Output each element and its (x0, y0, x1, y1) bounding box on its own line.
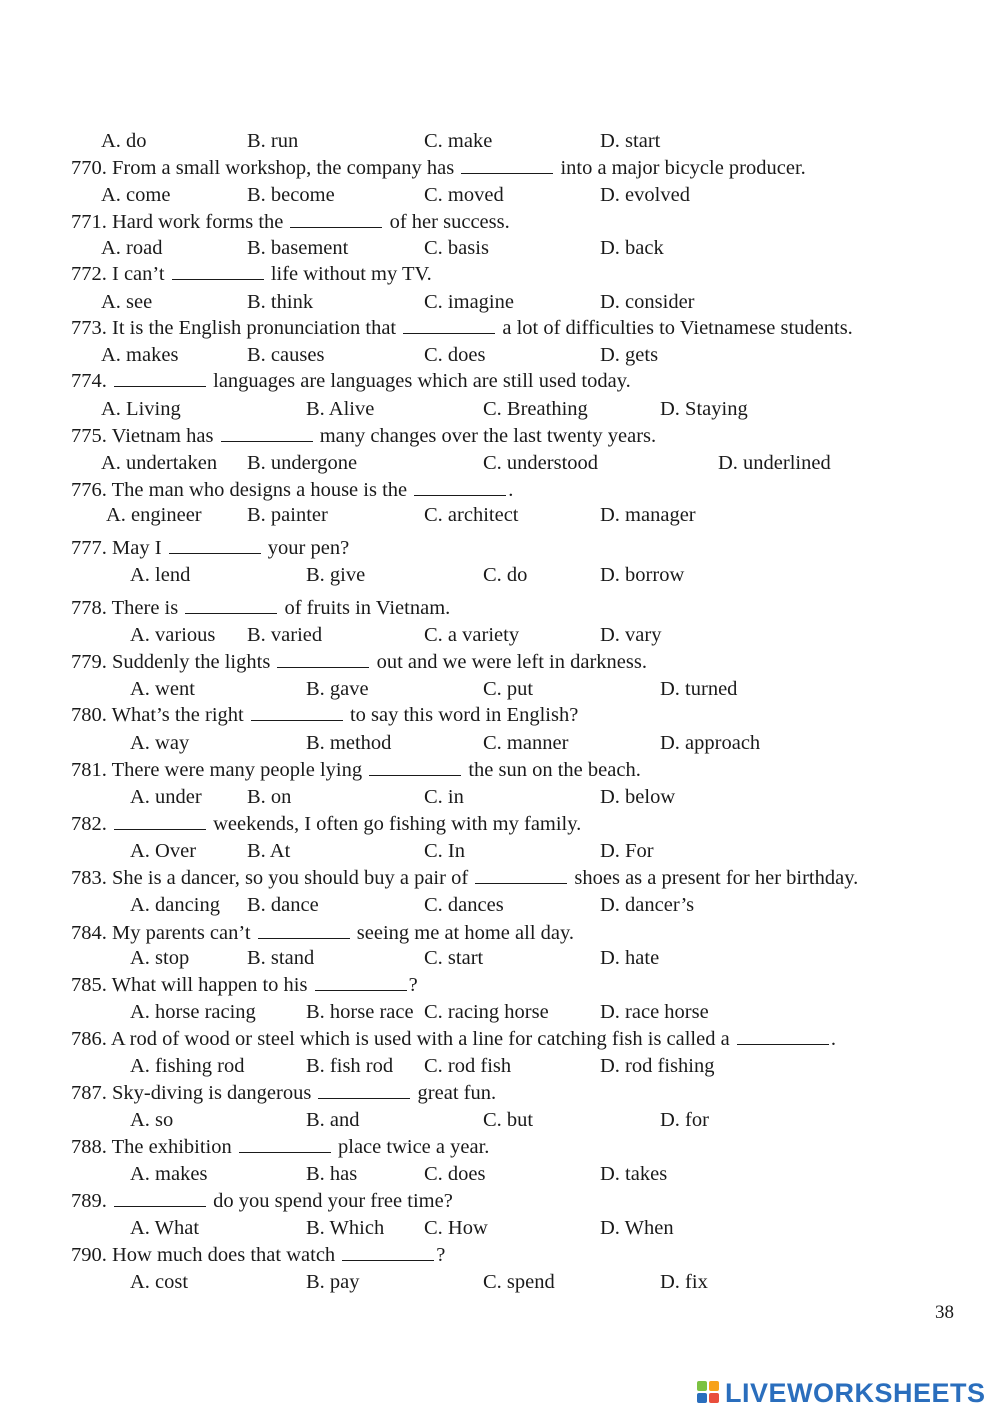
answer-option[interactable]: B. fish rod (306, 1055, 394, 1077)
answer-option[interactable]: C. dances (424, 894, 504, 916)
answer-option[interactable]: A. way (130, 732, 190, 754)
answer-option[interactable]: C. manner (483, 732, 569, 754)
answer-option[interactable]: B. painter (247, 504, 328, 526)
answer-option[interactable]: A. What (130, 1217, 200, 1239)
question-suffix: your pen? (262, 537, 350, 559)
answer-option[interactable]: C. spend (483, 1271, 555, 1293)
answer-option[interactable]: A. so (130, 1109, 174, 1131)
answer-blank[interactable] (369, 757, 461, 776)
answer-option[interactable]: A. see (101, 291, 153, 313)
answer-option[interactable]: B. become (247, 184, 335, 206)
answer-blank[interactable] (315, 972, 407, 991)
liveworksheets-logo-icon (697, 1381, 721, 1405)
question-text (71, 702, 578, 727)
answer-option[interactable]: D. manager (600, 504, 696, 526)
answer-blank[interactable] (221, 423, 313, 442)
answer-option[interactable]: A. horse racing (130, 1001, 256, 1023)
question-prefix: 784. My parents can’t (71, 922, 256, 944)
answer-option[interactable]: C. basis (424, 237, 489, 259)
question-text (71, 477, 513, 502)
question-prefix: 780. What’s the right (71, 704, 249, 726)
answer-option[interactable]: D. race horse (600, 1001, 709, 1023)
answer-blank[interactable] (403, 315, 495, 334)
answer-option[interactable]: A. come (101, 184, 171, 206)
answer-blank[interactable] (475, 865, 567, 884)
question-suffix: into a major bicycle producer. (555, 157, 806, 179)
question-text (71, 1080, 496, 1105)
answer-option[interactable]: D. turned (660, 678, 738, 700)
question-text (71, 261, 432, 286)
answer-option[interactable]: D. fix (660, 1271, 708, 1293)
answer-option[interactable]: D. approach (660, 732, 761, 754)
answer-blank[interactable] (114, 1188, 206, 1207)
question-prefix: 783. She is a dancer, so you should buy a pair of (71, 867, 474, 889)
answer-option[interactable]: D. vary (600, 624, 662, 646)
answer-option[interactable]: B. varied (247, 624, 323, 646)
question-suffix: place twice a year. (332, 1136, 490, 1158)
question-prefix: 785. What will happen to his (71, 974, 313, 996)
answer-blank[interactable] (239, 1134, 331, 1153)
answer-option[interactable]: B. At (247, 840, 291, 862)
question-text (71, 1188, 453, 1213)
answer-option[interactable]: B. stand (247, 947, 315, 969)
question-suffix: the sun on the beach. (463, 759, 641, 781)
page-number: 38 (935, 1302, 954, 1323)
question-prefix: 790. How much does that watch (71, 1244, 341, 1266)
answer-option[interactable]: D. Staying (660, 398, 748, 420)
answer-option[interactable]: C. in (424, 786, 464, 808)
answer-option[interactable]: C. start (424, 947, 484, 969)
answer-option[interactable]: D. evolved (600, 184, 690, 206)
question-suffix: . (508, 479, 514, 501)
liveworksheets-logo[interactable] (697, 1378, 986, 1408)
answer-option[interactable]: B. undergone (247, 452, 358, 474)
question-suffix: great fun. (412, 1082, 497, 1104)
answer-blank[interactable] (290, 209, 382, 228)
answer-option[interactable]: C. but (483, 1109, 534, 1131)
answer-option[interactable]: A. engineer (106, 504, 202, 526)
answer-option[interactable]: C. architect (424, 504, 519, 526)
answer-blank[interactable] (737, 1026, 829, 1045)
answer-blank[interactable] (169, 535, 261, 554)
question-prefix: 774. (71, 370, 112, 392)
question-text (71, 811, 581, 836)
answer-option[interactable]: D. rod fishing (600, 1055, 715, 1077)
answer-option[interactable]: B. basement (247, 237, 349, 259)
answer-option[interactable]: D. For (600, 840, 654, 862)
answer-option[interactable]: A. stop (130, 947, 190, 969)
question-text (71, 649, 647, 674)
question-suffix: ? (408, 974, 418, 996)
question-prefix: 772. I can’t (71, 263, 170, 285)
answer-option[interactable]: C. moved (424, 184, 504, 206)
question-text (71, 757, 641, 782)
question-text (71, 1026, 836, 1051)
prev-option: A. do (101, 130, 147, 152)
question-prefix: 775. Vietnam has (71, 425, 219, 447)
answer-option[interactable]: A. various (130, 624, 216, 646)
answer-blank[interactable] (114, 811, 206, 830)
answer-option[interactable]: C. imagine (424, 291, 514, 313)
question-suffix: ? (436, 1244, 446, 1266)
question-suffix: to say this word in English? (344, 704, 579, 726)
answer-option[interactable]: A. dancing (130, 894, 220, 916)
answer-option[interactable]: C. put (483, 678, 534, 700)
question-prefix: 789. (71, 1190, 112, 1212)
answer-option[interactable]: D. hate (600, 947, 660, 969)
question-suffix: languages are languages which are still used today. (208, 370, 631, 392)
question-suffix: do you spend your free time? (208, 1190, 453, 1212)
answer-blank[interactable] (461, 155, 553, 174)
answer-option[interactable]: B. gave (306, 678, 369, 700)
question-prefix: 778. There is (71, 597, 184, 619)
answer-option[interactable]: B. Alive (306, 398, 375, 420)
question-suffix: life without my TV. (265, 263, 432, 285)
question-prefix: 787. Sky-diving is dangerous (71, 1082, 317, 1104)
answer-blank[interactable] (342, 1242, 434, 1261)
answer-option[interactable]: A. under (130, 786, 202, 808)
answer-blank[interactable] (185, 595, 277, 614)
answer-option[interactable]: A. Over (130, 840, 197, 862)
answer-option[interactable]: C. rod fish (424, 1055, 512, 1077)
answer-option[interactable]: A. fishing rod (130, 1055, 245, 1077)
answer-option[interactable]: C. racing horse (424, 1001, 549, 1023)
question-text (71, 315, 853, 340)
answer-blank[interactable] (414, 477, 506, 496)
question-suffix: out and we were left in darkness. (371, 651, 647, 673)
question-suffix: many changes over the last twenty years. (314, 425, 657, 447)
question-prefix: 770. From a small workshop, the company has (71, 157, 460, 179)
answer-option[interactable]: B. on (247, 786, 292, 808)
answer-option[interactable]: A. makes (101, 344, 179, 366)
answer-option[interactable]: C. In (424, 840, 465, 862)
answer-option[interactable]: C. Breathing (483, 398, 588, 420)
question-text (71, 1134, 489, 1159)
answer-option[interactable]: B. has (306, 1163, 358, 1185)
question-suffix: shoes as a present for her birthday. (569, 867, 859, 889)
answer-option[interactable]: A. undertaken (101, 452, 218, 474)
question-suffix: of fruits in Vietnam. (279, 597, 451, 619)
question-prefix: 776. The man who designs a house is the (71, 479, 413, 501)
answer-option[interactable]: B. horse race (306, 1001, 414, 1023)
answer-option[interactable]: A. cost (130, 1271, 189, 1293)
question-prefix: 779. Suddenly the lights (71, 651, 276, 673)
answer-option[interactable]: B. think (247, 291, 314, 313)
answer-option[interactable]: C. does (424, 1163, 486, 1185)
answer-option[interactable]: B. give (306, 564, 366, 586)
question-text (71, 368, 631, 393)
answer-option[interactable]: D. borrow (600, 564, 685, 586)
answer-blank[interactable] (318, 1080, 410, 1099)
answer-option[interactable]: C. understood (483, 452, 599, 474)
answer-option[interactable]: D. underlined (718, 452, 831, 474)
answer-option[interactable]: D. gets (600, 344, 659, 366)
answer-option[interactable]: A. road (101, 237, 163, 259)
answer-option[interactable]: B. method (306, 732, 392, 754)
question-suffix: a lot of difficulties to Vietnamese students. (497, 317, 853, 339)
question-suffix: . (830, 1028, 836, 1050)
answer-option[interactable]: B. pay (306, 1271, 360, 1293)
question-text (71, 155, 806, 180)
answer-blank[interactable] (277, 649, 369, 668)
question-text (71, 972, 418, 997)
question-prefix: 771. Hard work forms the (71, 211, 289, 233)
prev-option: B. run (247, 130, 299, 152)
answer-option[interactable]: C. a variety (424, 624, 520, 646)
answer-option[interactable]: D. takes (600, 1163, 668, 1185)
answer-blank[interactable] (172, 261, 264, 280)
answer-blank[interactable] (258, 920, 350, 939)
prev-option: D. start (600, 130, 661, 152)
answer-option[interactable]: A. lend (130, 564, 191, 586)
answer-option[interactable]: A. Living (101, 398, 181, 420)
question-text (71, 535, 349, 560)
question-text (71, 1242, 445, 1267)
answer-option[interactable]: C. do (483, 564, 528, 586)
answer-blank[interactable] (114, 368, 206, 387)
answer-option[interactable]: B. and (306, 1109, 360, 1131)
answer-option[interactable]: C. does (424, 344, 486, 366)
answer-blank[interactable] (251, 702, 343, 721)
answer-option[interactable]: B. dance (247, 894, 319, 916)
answer-option[interactable]: A. makes (130, 1163, 208, 1185)
answer-option[interactable]: B. Which (306, 1217, 385, 1239)
question-suffix: weekends, I often go fishing with my family. (208, 813, 582, 835)
answer-option[interactable]: D. below (600, 786, 676, 808)
question-suffix: seeing me at home all day. (351, 922, 575, 944)
answer-option[interactable]: D. dancer’s (600, 894, 695, 916)
question-prefix: 781. There were many people lying (71, 759, 368, 781)
question-prefix: 788. The exhibition (71, 1136, 237, 1158)
prev-option: C. make (424, 130, 493, 152)
question-text (71, 209, 510, 234)
question-prefix: 786. A rod of wood or steel which is used with a line for catching fish is called a (71, 1028, 735, 1050)
answer-option[interactable]: C. How (424, 1217, 488, 1239)
question-text (71, 595, 450, 620)
question-text (71, 920, 574, 945)
question-suffix: of her success. (384, 211, 510, 233)
answer-option[interactable]: D. consider (600, 291, 695, 313)
question-prefix: 773. It is the English pronunciation that (71, 317, 402, 339)
answer-option[interactable]: B. causes (247, 344, 325, 366)
question-text (71, 423, 656, 448)
logo-text: LIVEWORKSHEETS (725, 1377, 986, 1408)
answer-option[interactable]: D. for (660, 1109, 709, 1131)
question-text (71, 865, 858, 890)
answer-option[interactable]: D. back (600, 237, 664, 259)
question-prefix: 782. (71, 813, 112, 835)
answer-option[interactable]: A. went (130, 678, 195, 700)
answer-option[interactable]: D. When (600, 1217, 674, 1239)
question-prefix: 777. May I (71, 537, 167, 559)
